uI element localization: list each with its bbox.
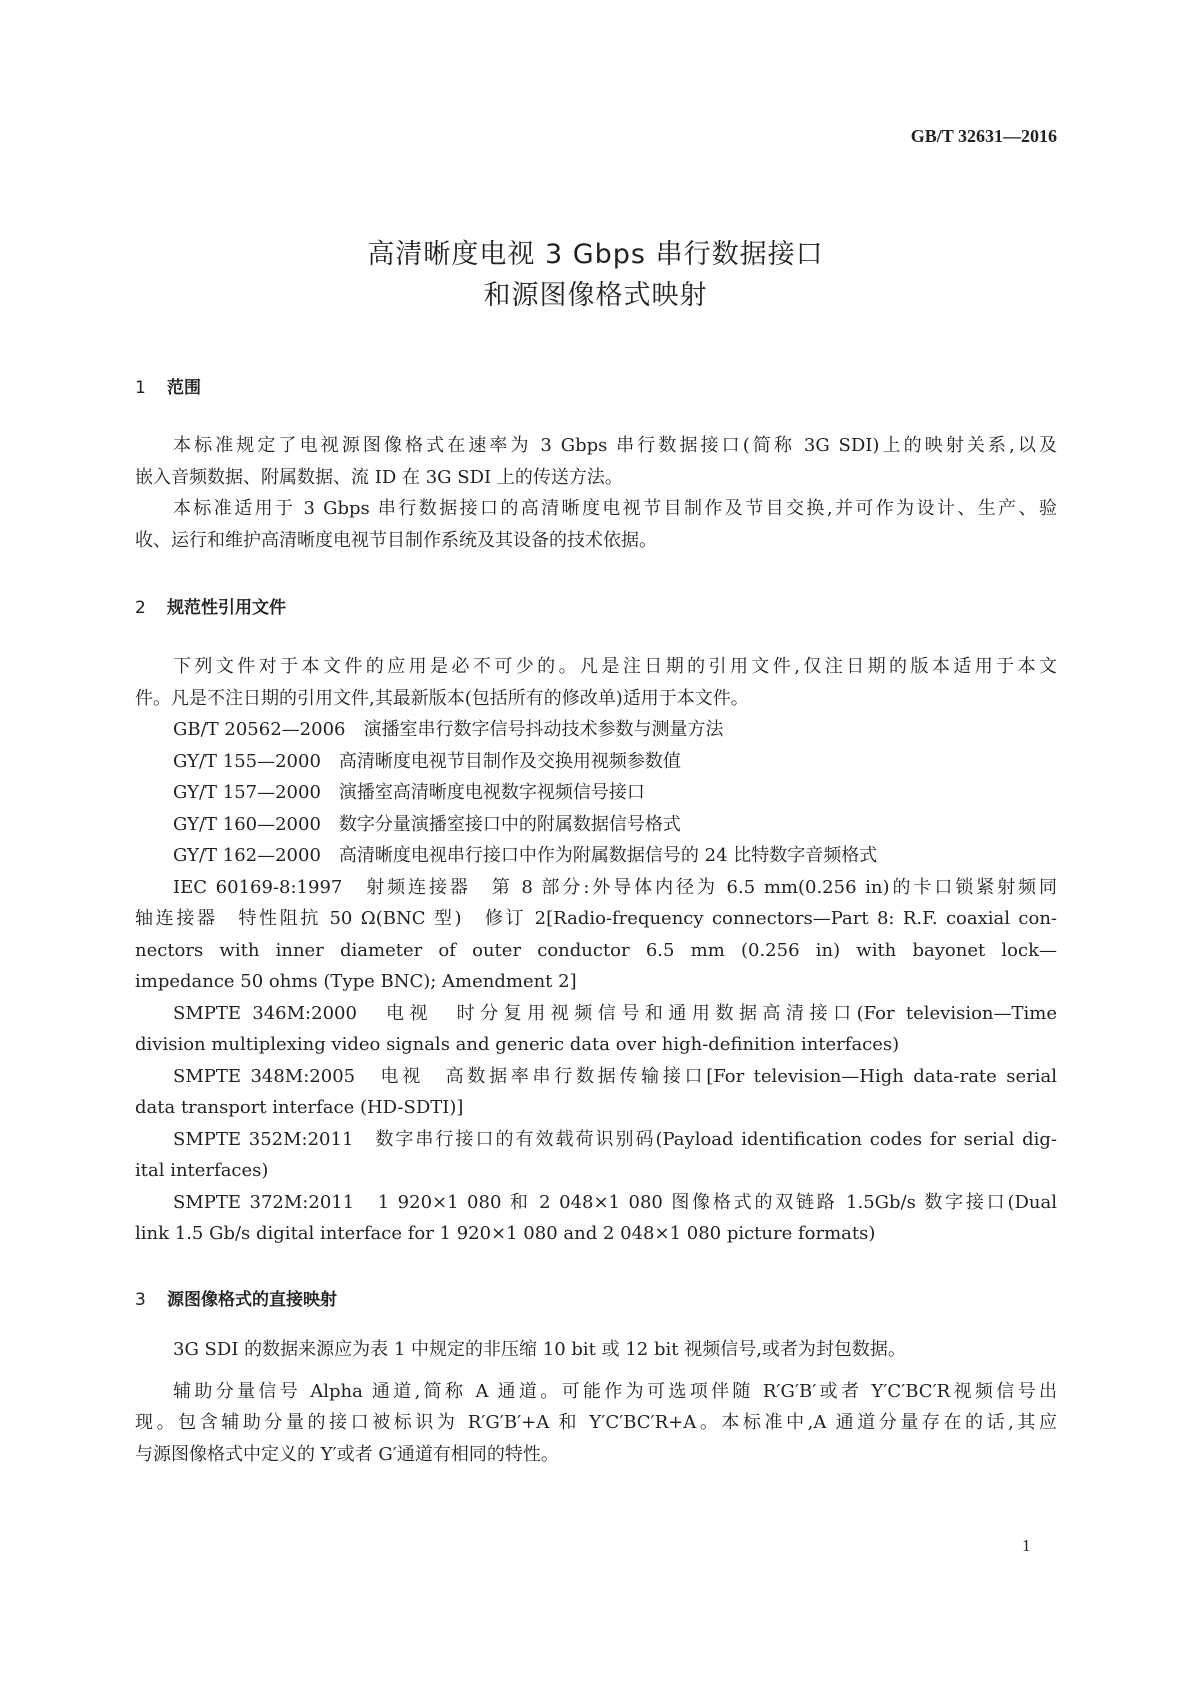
page-number: 1 xyxy=(1022,1536,1031,1555)
text-line: 件。凡是不注日期的引用文件,其最新版本(包括所有的修改单)适用于本文件。 xyxy=(135,687,749,709)
text-line: nectors with inner diameter of outer conductor 6.5 mm (0.256 in) with bayonet lock— xyxy=(135,939,1057,961)
text-line: 本标准适用于 3 Gbps 串行数据接口的高清晰度电视节目制作及节目交换,并可作为设计、生产、验 xyxy=(173,498,1057,519)
reference-item: SMPTE 372M:2011 1 920×1 080 和 2 048×1 080 图像格式的双链路 1.5Gb/s 数字接口(Dual xyxy=(173,1191,1057,1213)
reference-item: SMPTE 348M:2005 电视 高数据率串行数据传输接口[For television—High data-rate serial xyxy=(173,1065,1057,1087)
standard-number: GB/T 32631—2016 xyxy=(910,126,1057,146)
text-line: 辅助分量信号 Alpha 通道,简称 A 通道。可能作为可选项伴随 R′G′B′或者 Y′C′BC′R视频信号出 xyxy=(173,1380,1057,1402)
document-title-line1: 高清晰度电视 3 Gbps 串行数据接口 xyxy=(367,239,824,270)
text-line: 下列文件对于本文件的应用是必不可少的。凡是注日期的引用文件,仅注日期的版本适用于本文 xyxy=(173,656,1057,677)
reference-item: GY/T 155—2000 高清晰度电视节目制作及交换用视频参数值 xyxy=(173,750,681,772)
reference-item: SMPTE 352M:2011 数字串行接口的有效载荷识别码(Payload identification codes for serial dig- xyxy=(173,1128,1057,1150)
text-line: 收、运行和维护高清晰度电视节目制作系统及其设备的技术依据。 xyxy=(135,529,657,551)
section-number: 1 xyxy=(135,378,146,398)
text-line: 轴连接器 特性阻抗 50 Ω(BNC 型) 修订 2[Radio-frequency connectors—Part 8: R.F. coaxial con- xyxy=(135,908,1057,929)
text-line: link 1.5 Gb/s digital interface for 1 920×1 080 and 2 048×1 080 picture formats) xyxy=(135,1223,876,1244)
text-line: 3G SDI 的数据来源应为表 1 中规定的非压缩 10 bit 或 12 bit 视频信号,或者为封包数据。 xyxy=(173,1339,906,1360)
section-number: 2 xyxy=(135,598,146,618)
reference-item: GY/T 160—2000 数字分量演播室接口中的附属数据信号格式 xyxy=(173,813,681,835)
reference-item: GY/T 162—2000 高清晰度电视串行接口中作为附属数据信号的 24 比特数字音频格式 xyxy=(173,845,878,866)
section-1-heading xyxy=(135,373,201,398)
text-line: division multiplexing video signals and generic data over high-definition interfaces) xyxy=(135,1034,900,1055)
text-line: ital interfaces) xyxy=(135,1160,269,1181)
section-3-body xyxy=(135,1334,1057,1470)
document-title-line2: 和源图像格式映射 xyxy=(483,280,708,311)
text-line: data transport interface (HD-SDTI)] xyxy=(135,1097,464,1118)
reference-item: IEC 60169-8:1997 射频连接器 第 8 部分:外导体内径为 6.5 mm(0.256 in)的卡口锁紧射频同 xyxy=(173,876,1057,898)
section-1-body xyxy=(135,430,1057,556)
reference-item: SMPTE 346M:2000 电视 时分复用视频信号和通用数据高清接口(For television—Time xyxy=(173,1002,1057,1024)
section-title: 规范性引用文件 xyxy=(167,598,286,618)
text-line: 本标准规定了电视源图像格式在速率为 3 Gbps 串行数据接口(简称 3G SDI)上的映射关系,以及 xyxy=(173,435,1057,456)
text-line: 嵌入音频数据、附属数据、流 ID 在 3G SDI 上的传送方法。 xyxy=(135,466,623,488)
text-line: 现。包含辅助分量的接口被标识为 R′G′B′+A 和 Y′C′BC′R+A。本标准中,A 通道分量存在的话,其应 xyxy=(135,1412,1057,1433)
section-2-heading xyxy=(135,593,286,618)
reference-item: GB/T 20562—2006 演播室串行数字信号抖动技术参数与测量方法 xyxy=(173,719,724,740)
section-2-body xyxy=(135,651,1057,1250)
section-3-heading xyxy=(135,1285,337,1310)
reference-item: GY/T 157—2000 演播室高清晰度电视数字视频信号接口 xyxy=(173,782,645,803)
section-title: 范围 xyxy=(167,378,201,398)
text-line: impedance 50 ohms (Type BNC); Amendment 2] xyxy=(135,971,577,992)
section-title: 源图像格式的直接映射 xyxy=(167,1290,337,1310)
section-number: 3 xyxy=(135,1290,146,1310)
text-line: 与源图像格式中定义的 Y′或者 G′通道有相同的特性。 xyxy=(135,1443,559,1465)
